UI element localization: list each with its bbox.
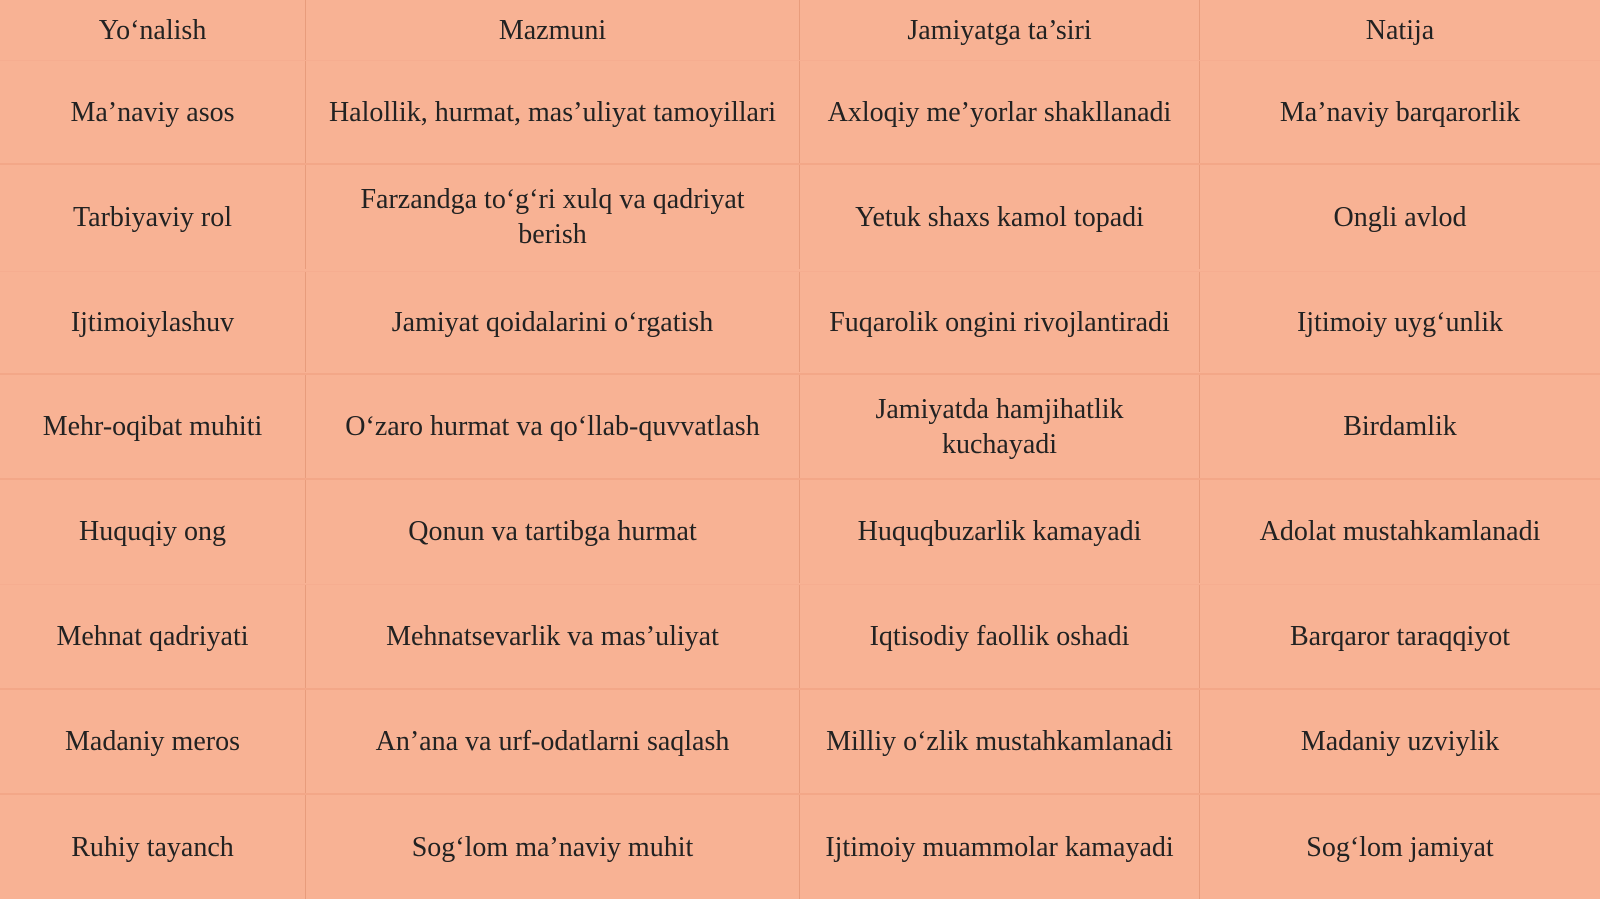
table-cell: Ruhiy tayanch (0, 795, 306, 899)
table-cell: Barqaror taraqqiyot (1289, 621, 1511, 652)
table-cell: Ma’naviy asos (0, 61, 306, 163)
table-cell: Ijtimoiy uyg‘unlik (1296, 306, 1504, 338)
table-cell: Birdamlik (1343, 411, 1457, 442)
table-cell: Jamiyatda hamjihatlik kuchayadi (800, 375, 1200, 478)
table-cell: Halollik, hurmat, mas’uliyat tamoyillari (306, 61, 800, 163)
header-cell-direction: Yo‘nalish (0, 0, 306, 60)
table-row (0, 61, 1600, 163)
table-cell: Mehr-oqibat muhiti (0, 375, 306, 478)
table-row (0, 795, 1600, 899)
table-cell: Sog‘lom jamiyat (1306, 831, 1494, 863)
table-header-row (0, 0, 1600, 60)
table-cell: Madaniy meros (0, 690, 306, 793)
table-cell: O‘zaro hurmat va qo‘llab-quvvatlash (306, 375, 800, 478)
table-row (0, 480, 1600, 583)
header-cell-content: Mazmuni (306, 0, 800, 60)
table-cell: Sog‘lom ma’naviy muhit (306, 795, 800, 899)
table-cell: Fuqarolik ongini rivojlantiradi (800, 272, 1200, 372)
table-cell: Milliy o‘zlik mustahkamlanadi (800, 690, 1200, 793)
table-cell: Mehnatsevarlik va mas’uliyat (306, 585, 800, 688)
table-cell: Qonun va tartibga hurmat (306, 480, 800, 583)
table-cell: Farzandga to‘g‘ri xulq va qadriyat berish (306, 165, 800, 269)
table-cell: An’ana va urf-odatlarni saqlash (306, 690, 800, 793)
table-cell: Madaniy uzviylik (1300, 726, 1500, 757)
table-cell: Huquqiy ong (0, 480, 306, 583)
table-cell: Ma’naviy barqarorlik (1279, 96, 1521, 128)
table-row (0, 375, 1600, 478)
table-cell: Ongli avlod (1333, 201, 1467, 233)
table-cell: Mehnat qadriyati (0, 585, 306, 688)
table-row (0, 272, 1600, 372)
table-row (0, 690, 1600, 793)
header-cell-result: Natija (1365, 14, 1435, 46)
table-row (0, 165, 1600, 269)
table-cell: Ijtimoiylashuv (0, 272, 306, 372)
table-cell: Iqtisodiy faollik oshadi (800, 585, 1200, 688)
header-cell-impact: Jamiyatga ta’siri (800, 0, 1200, 60)
table-cell: Jamiyat qoidalarini o‘rgatish (306, 272, 800, 372)
table-cell: Huquqbuzarlik kamayadi (800, 480, 1200, 583)
table-cell: Ijtimoiy muammolar kamayadi (800, 795, 1200, 899)
table-row (0, 585, 1600, 688)
table-cell: Adolat mustahkamlanadi (1259, 516, 1541, 547)
table-cell: Tarbiyaviy rol (0, 165, 306, 269)
table-cell: Axloqiy me’yorlar shakllanadi (800, 61, 1200, 163)
table-cell: Yetuk shaxs kamol topadi (800, 165, 1200, 269)
